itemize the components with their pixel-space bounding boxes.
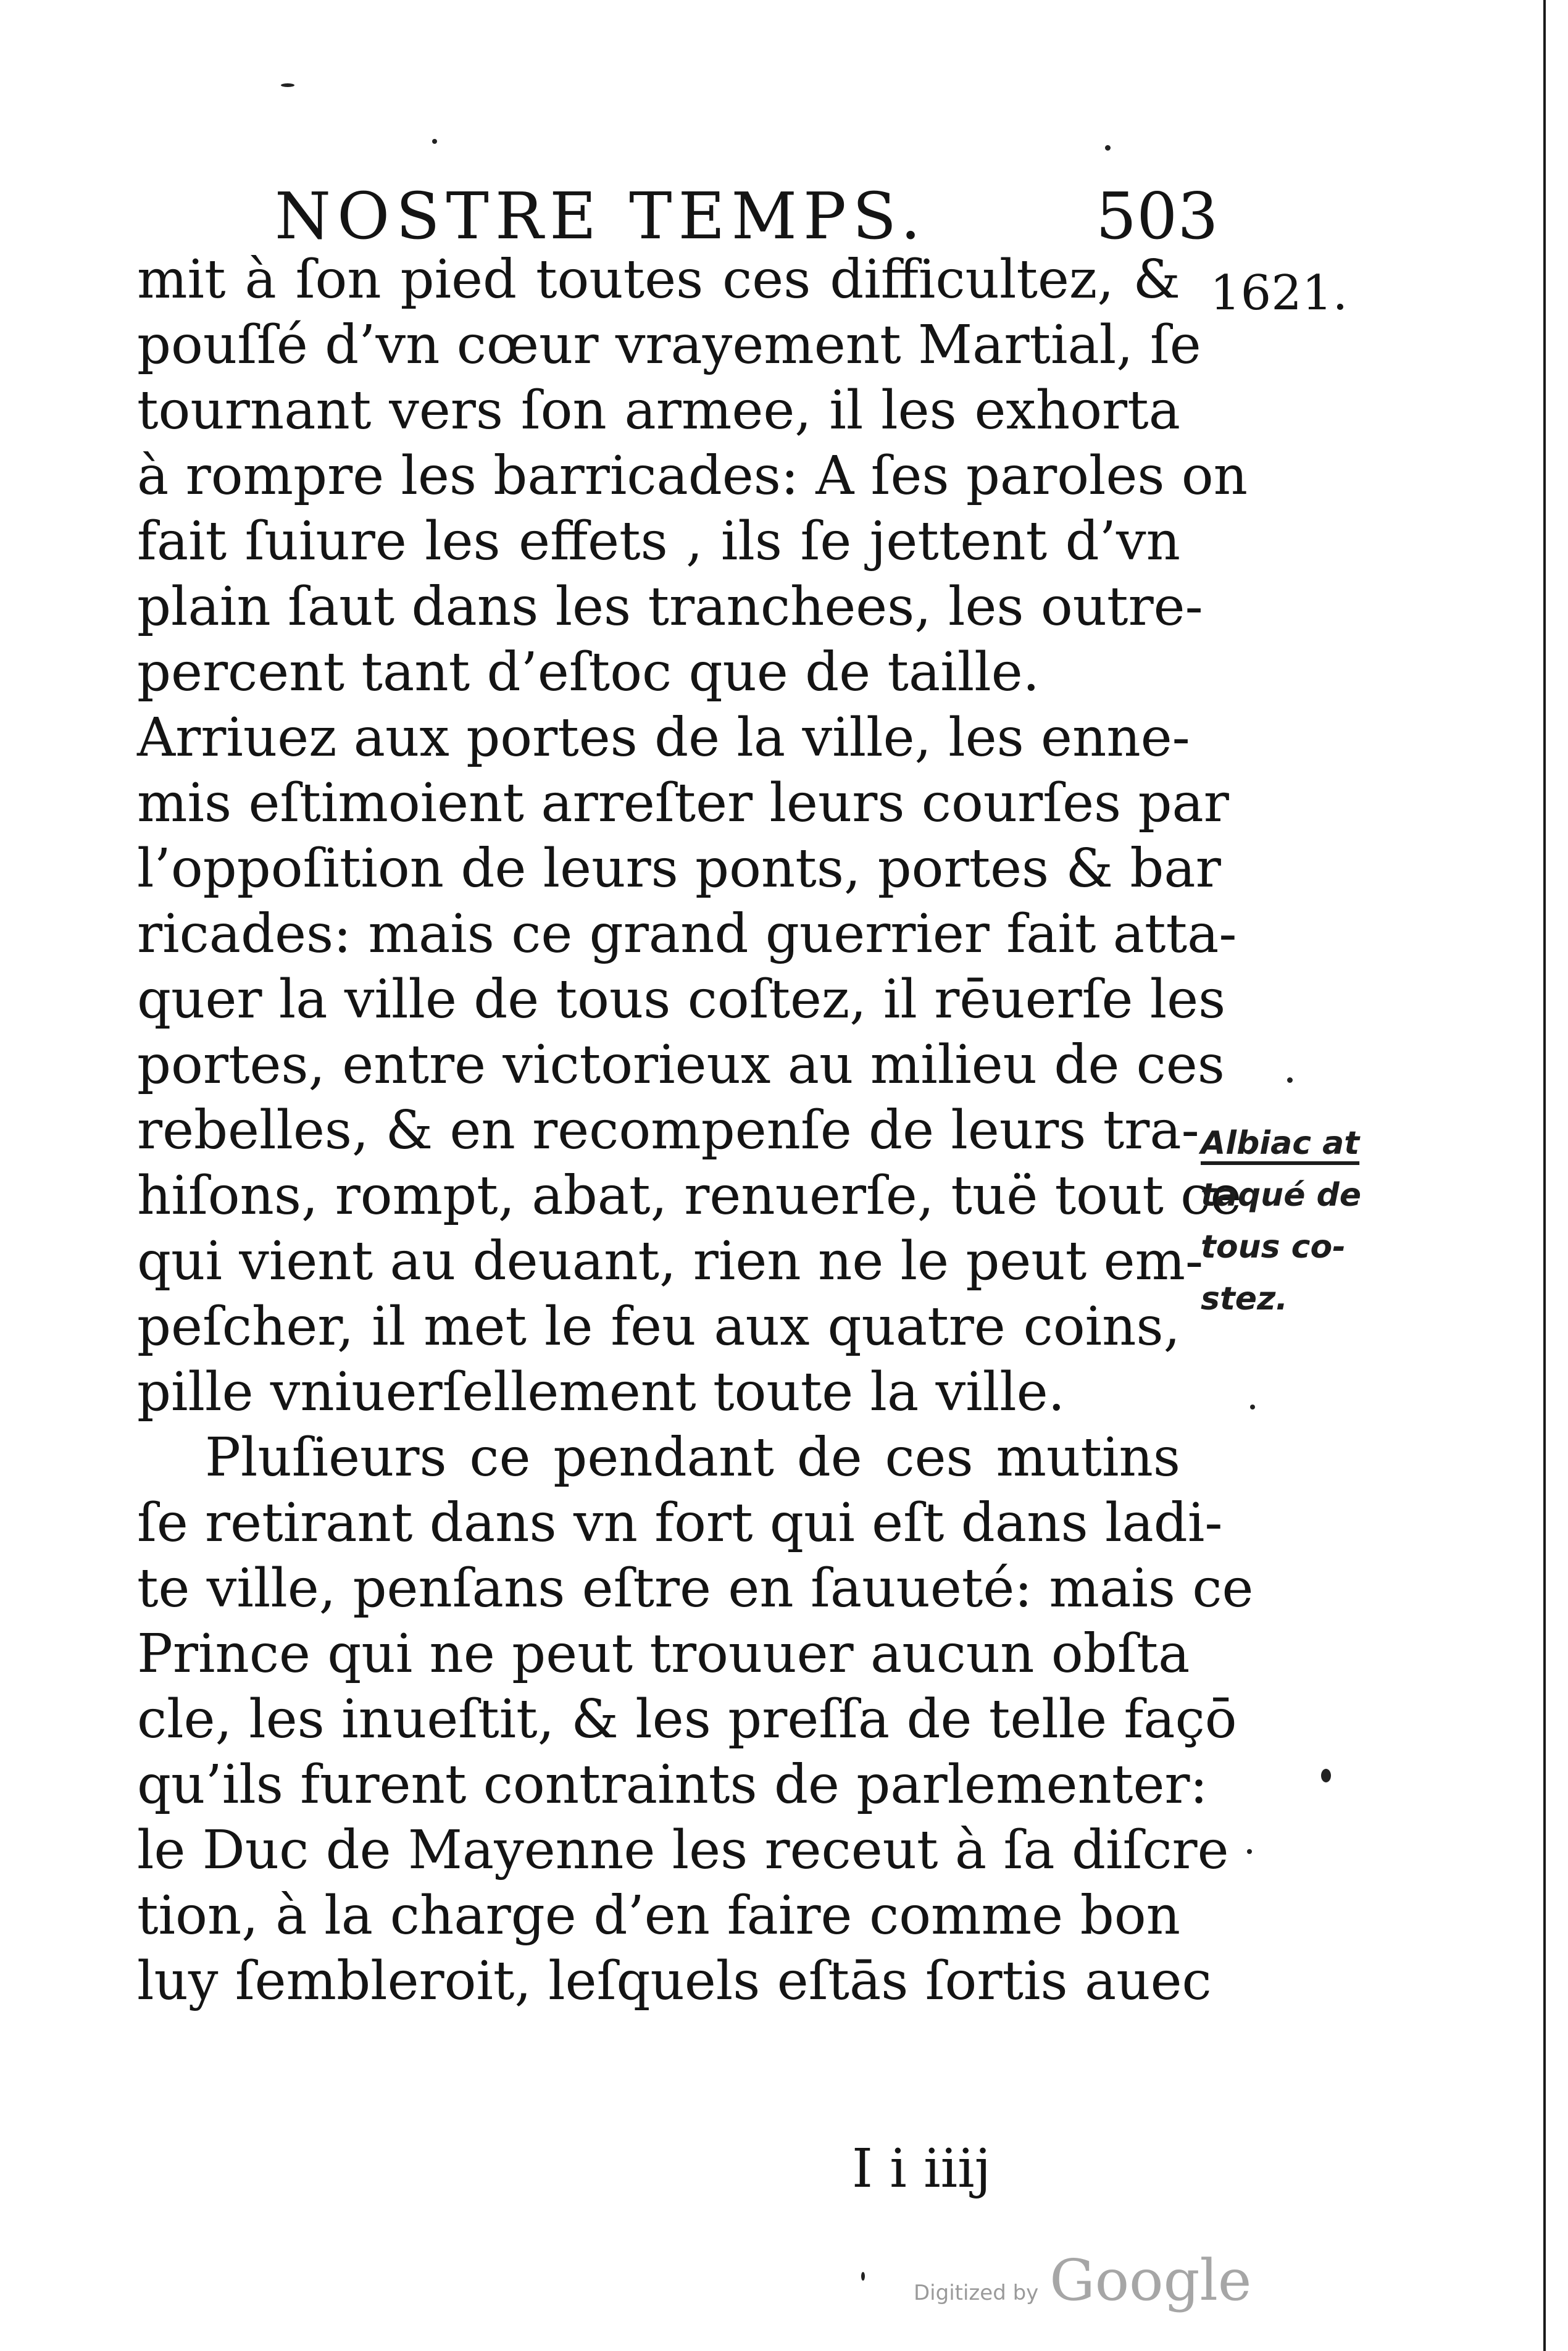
text-line: qui vient au deuant, rien ne le peut em- [137, 1230, 1204, 1292]
ink-speck [1105, 145, 1111, 151]
text-line: tion, à la charge d’en faire comme bon [137, 1885, 1180, 1947]
margin-note-line: taqué de [1201, 1177, 1362, 1214]
text-line: fait ſuiure les effets , ils ſe jettent d’vn [137, 511, 1180, 572]
google-logo: Google [1049, 2247, 1252, 2313]
text-line: rebelles, & en recompenſe de leurs tra- [137, 1100, 1199, 1161]
text-line: qu’ils furent contraints de parlementer: [137, 1754, 1208, 1816]
text-line: cle, les inueſtit, & les preſſa de telle façō [137, 1689, 1237, 1750]
text-line: hiſons, rompt, abat, renuerſe, tuë tout ce [137, 1165, 1242, 1227]
signature-mark: I i iiij [852, 2138, 991, 2200]
ink-speck [1287, 1077, 1293, 1083]
text-line: Prince qui ne peut trouuer aucun obſta [137, 1623, 1190, 1685]
ink-speck [281, 83, 294, 87]
text-line: portes, entre victorieux au milieu de ces [137, 1034, 1225, 1096]
margin-note-line: tous co- [1201, 1229, 1346, 1266]
ink-speck [1321, 1769, 1331, 1782]
ink-speck [1247, 1849, 1252, 1854]
margin-note [1201, 1117, 1362, 1325]
running-title: NOSTRE TEMPS. [275, 178, 927, 254]
ink-speck [861, 2272, 865, 2281]
margin-year: 1621. [1210, 265, 1348, 321]
text-line: te ville, penſans eſtre en ſauueté: mais ce [137, 1558, 1254, 1619]
text-line: mit à ſon pied toutes ces difficultez, & [137, 249, 1180, 311]
ink-speck [1250, 1405, 1255, 1409]
text-line: peſcher, il met le feu aux quatre coins, [137, 1296, 1180, 1358]
text-line: percent tant d’eſtoc que de taille. [137, 641, 1040, 703]
text-line: Pluſieurs ce pendant de ces mutins [205, 1427, 1180, 1489]
text-line: luy ſembleroit, leſquels eſtās ſortis auec [137, 1950, 1212, 2012]
text-line: quer la ville de tous coſtez, il rēuerſe les [137, 969, 1226, 1030]
margin-note-line: stez. [1201, 1280, 1288, 1317]
text-line: l’oppoſition de leurs ponts, portes & bar [137, 838, 1221, 900]
digitized-by-text: Digitized by [914, 2281, 1039, 2305]
text-line: pouſſé d’vn cœur vrayement Martial, ſe [137, 314, 1201, 376]
text-line: ricades: mais ce grand guerrier fait atta- [137, 903, 1237, 965]
page-edge-rule [1543, 0, 1546, 2351]
page-number: 503 [1096, 178, 1219, 254]
ink-speck [432, 139, 437, 144]
text-line: plain ſaut dans les tranchees, les outre- [137, 576, 1203, 638]
text-line: mis eſtimoient arreſter leurs courſes par [137, 772, 1229, 834]
digitized-watermark [914, 2247, 1251, 2313]
text-line: le Duc de Mayenne les receut à ſa diſcre [137, 1819, 1229, 1881]
text-line: à rompre les barricades: A ſes paroles on [137, 445, 1248, 507]
text-line: pille vniuerſellement toute la ville. [137, 1361, 1065, 1423]
margin-note-line: Albiac at [1201, 1125, 1360, 1162]
text-line: tournant vers ſon armee, il les exhorta [137, 380, 1180, 441]
body-text [137, 247, 1261, 2014]
text-line: Arriuez aux portes de la ville, les enne- [137, 707, 1190, 769]
text-line: ſe retirant dans vn fort qui eſt dans ladi- [137, 1492, 1223, 1554]
